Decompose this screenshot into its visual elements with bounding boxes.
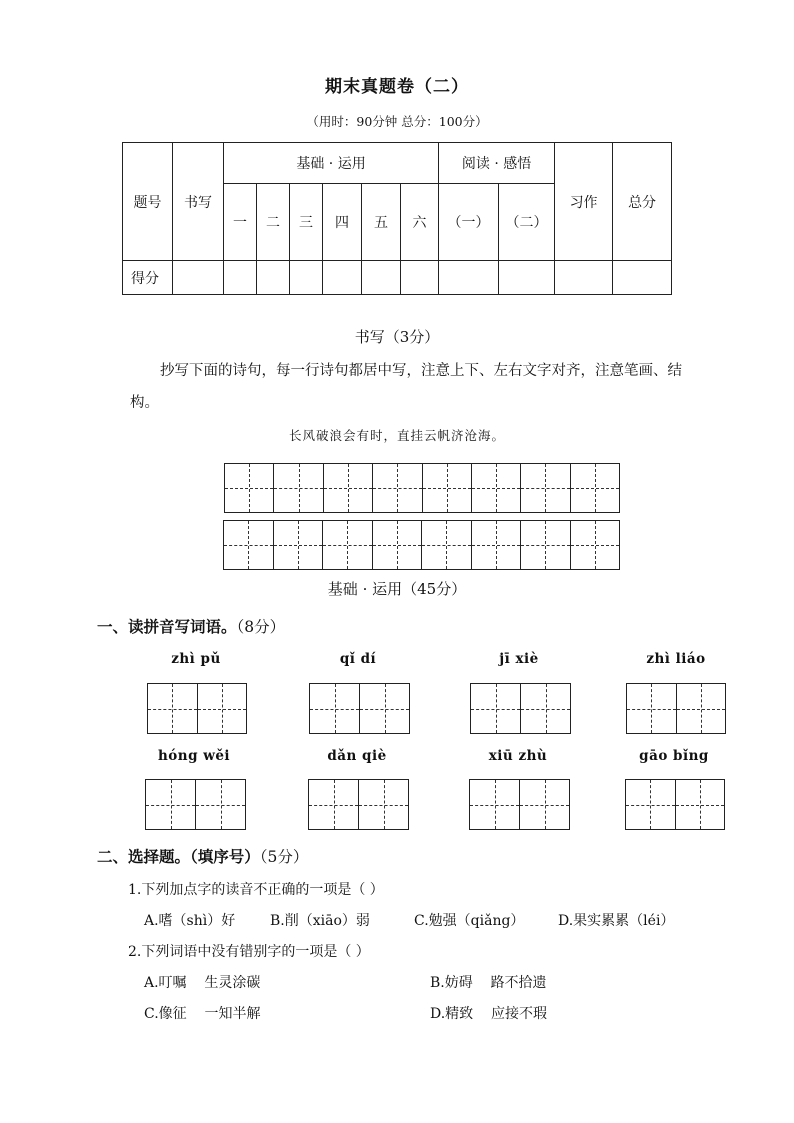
copy-grid-row-2[interactable]: [223, 520, 620, 570]
score-cell[interactable]: [401, 261, 439, 295]
grid-cell[interactable]: [521, 684, 570, 733]
answer-grid[interactable]: [469, 779, 570, 830]
pinyin-label: jī xiè: [499, 651, 539, 667]
score-cell[interactable]: [224, 261, 257, 295]
option-c[interactable]: C.像征 一知半解: [144, 1006, 261, 1022]
answer-grid[interactable]: [309, 683, 410, 734]
q2-item-2: 2.下列词语中没有错别字的一项是（ ）: [128, 944, 370, 960]
page-title: 期末真题卷（二）: [325, 77, 469, 97]
option-b[interactable]: B.妨碍 路不拾遗: [430, 975, 547, 991]
q2-label: 二、选择题。（填序号）: [97, 847, 260, 866]
option-a[interactable]: A.嗜（shì）好: [144, 913, 236, 929]
header-basic-item: 二: [257, 184, 290, 261]
option-a[interactable]: A.叮嘱 生灵涂碳: [144, 975, 261, 991]
score-cell[interactable]: [323, 261, 362, 295]
pinyin-label: hóng wěi: [157, 748, 231, 764]
grid-cell[interactable]: [521, 521, 571, 569]
grid-cell[interactable]: [677, 684, 726, 733]
grid-cell[interactable]: [472, 521, 522, 569]
grid-cell[interactable]: [373, 521, 423, 569]
grid-cell[interactable]: [470, 780, 520, 829]
score-cell[interactable]: [362, 261, 401, 295]
grid-cell[interactable]: [196, 780, 245, 829]
score-cell[interactable]: [613, 261, 672, 295]
q1-points: （8分）: [236, 618, 286, 636]
header-basic-item: 三: [290, 184, 323, 261]
header-xizuo: 习作: [555, 143, 613, 261]
grid-cell[interactable]: [471, 684, 521, 733]
grid-cell[interactable]: [676, 780, 725, 829]
score-cell[interactable]: [290, 261, 323, 295]
q2-item-1: 1.下列加点字的读音不正确的一项是（ ）: [128, 882, 384, 898]
copy-grid-row-1[interactable]: [224, 463, 620, 513]
header-basic-item: 五: [362, 184, 401, 261]
q1-heading: [97, 615, 285, 637]
grid-cell[interactable]: [198, 684, 247, 733]
answer-grid[interactable]: [147, 683, 247, 734]
answer-grid[interactable]: [470, 683, 571, 734]
header-basic-item: 六: [401, 184, 439, 261]
writing-heading: 书写（3分）: [354, 328, 440, 346]
pinyin-label: dǎn qiè: [327, 748, 387, 764]
header-zongfen: 总分: [613, 143, 672, 261]
exam-meta: （用时：90分钟 总分：100分）: [306, 114, 488, 129]
grid-cell[interactable]: [225, 464, 274, 512]
header-basic-item: 四: [323, 184, 362, 261]
grid-cell[interactable]: [521, 464, 570, 512]
grid-cell[interactable]: [309, 780, 359, 829]
grid-cell[interactable]: [571, 521, 620, 569]
score-cell[interactable]: [555, 261, 613, 295]
option-c[interactable]: C.勉强（qiǎng）: [414, 913, 525, 929]
score-cell[interactable]: [499, 261, 555, 295]
grid-cell[interactable]: [274, 521, 324, 569]
grid-cell[interactable]: [324, 464, 373, 512]
header-tihao: 题号: [123, 143, 173, 261]
q1-label: 一、读拼音写词语。: [97, 617, 237, 636]
score-cell[interactable]: [173, 261, 224, 295]
pinyin-label: qǐ dí: [339, 651, 377, 667]
grid-cell[interactable]: [224, 521, 274, 569]
grid-cell[interactable]: [310, 684, 360, 733]
pinyin-label: zhì liáo: [646, 651, 706, 667]
grid-cell[interactable]: [148, 684, 198, 733]
header-reading-item: （二）: [499, 184, 555, 261]
pinyin-label: zhì pǔ: [171, 651, 221, 667]
grid-cell[interactable]: [472, 464, 521, 512]
header-reading-group: 阅读 · 感悟: [439, 143, 555, 184]
answer-grid[interactable]: [145, 779, 246, 830]
answer-grid[interactable]: [626, 683, 726, 734]
grid-cell[interactable]: [373, 464, 422, 512]
grid-cell[interactable]: [423, 464, 472, 512]
option-d[interactable]: D.精致 应接不瑕: [430, 1006, 547, 1022]
score-table: [122, 142, 672, 295]
option-d[interactable]: D.果实累累（léi）: [558, 913, 675, 929]
poem-line: 长风破浪会有时，直挂云帆济沧海。: [288, 428, 505, 443]
option-b[interactable]: B.削（xiāo）弱: [270, 913, 370, 929]
pinyin-label: xiū zhù: [488, 748, 548, 764]
q2-heading: [97, 845, 308, 867]
answer-grid[interactable]: [308, 779, 409, 830]
score-cell[interactable]: [439, 261, 499, 295]
grid-cell[interactable]: [422, 521, 472, 569]
header-basic-group: 基础 · 运用: [224, 143, 439, 184]
header-basic-item: 一: [224, 184, 257, 261]
grid-cell[interactable]: [520, 780, 569, 829]
grid-cell[interactable]: [571, 464, 619, 512]
grid-cell[interactable]: [360, 684, 409, 733]
header-reading-item: （一）: [439, 184, 499, 261]
grid-cell[interactable]: [626, 780, 676, 829]
grid-cell[interactable]: [146, 780, 196, 829]
writing-instruction: 抄写下面的诗句，每一行诗句都居中写，注意上下、左右文字对齐，注意笔画、结构。: [130, 363, 682, 411]
score-cell[interactable]: [257, 261, 290, 295]
grid-cell[interactable]: [323, 521, 373, 569]
answer-grid[interactable]: [625, 779, 725, 830]
q2-points: （5分）: [259, 848, 309, 866]
row-defen-label: 得分: [123, 261, 173, 295]
grid-cell[interactable]: [274, 464, 323, 512]
header-shuxie: 书写: [173, 143, 224, 261]
grid-cell[interactable]: [359, 780, 408, 829]
basic-heading: 基础 · 运用（45分）: [327, 580, 467, 598]
pinyin-label: gāo bǐng: [639, 748, 709, 764]
grid-cell[interactable]: [627, 684, 677, 733]
